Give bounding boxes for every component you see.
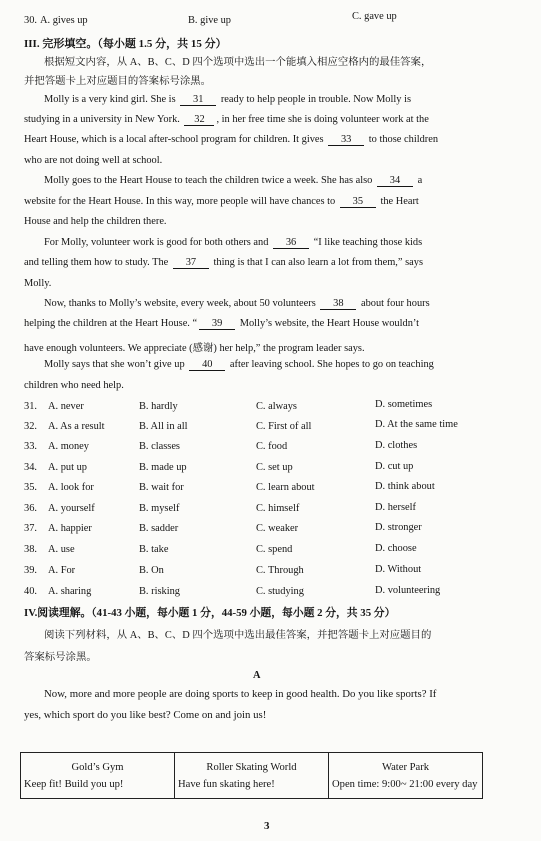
option-a: A. look for [48,482,94,493]
q30-option-b: B. give up [188,15,232,26]
option-d: D. clothes [375,440,418,451]
option-c: C. studying [256,586,304,597]
option-a: A. happier [48,523,92,534]
option-a: A. sharing [48,586,92,597]
blank-32: 32 [184,115,214,126]
option-b: B. made up [139,462,187,473]
option-b: B. classes [139,441,180,452]
option-c: C. spend [256,544,293,555]
passage-line: Now, thanks to Molly’s website, every week, about 50 volunteers 38 about four hours [44,298,430,309]
question-number: 36. [24,503,37,514]
question-number: 40. [24,586,37,597]
option-c: C. set up [256,462,293,473]
option-c: C. food [256,441,288,452]
q30-option-a: A. gives up [40,15,88,26]
question-number: 33. [24,441,37,452]
blank-39: 39 [199,319,235,330]
passage-line: children who need help. [24,380,124,391]
blank-37: 37 [173,258,209,269]
blank-35: 35 [340,197,376,208]
option-d: D. Without [375,564,422,575]
option-b: B. hardly [139,401,178,412]
question-number: 32. [24,421,37,432]
ad-name: Roller Skating World [206,761,297,773]
option-a: A. As a result [48,421,105,432]
option-b: B. wait for [139,482,184,493]
passage-line: helping the children at the Heart House. “ 39 Molly’s website, the Heart House wouldn’t [24,318,420,329]
passage-line: Molly says that she won’t give up 40 after leaving school. She hopes to go on teaching [44,359,434,370]
ad-slogan: Open time: 9:00~ 21:00 every day [332,778,478,790]
blank-31: 31 [180,95,216,106]
ad-name: Gold’s Gym [71,761,124,773]
option-c: C. always [256,401,297,412]
passage-intro-line: Now, more and more people are doing sports to keep in good health. Do you like sports? If [44,688,437,700]
passage-line: have enough volunteers. We appreciate (感谢) her help,” the program leader says. [24,343,365,354]
ad-slogan: Keep fit! Build you up! [24,778,124,790]
blank-36: 36 [273,238,309,249]
q30-option-c: C. gave up [352,11,397,22]
option-d: D. stronger [375,522,422,533]
option-d: D. sometimes [375,399,433,410]
option-c: C. learn about [256,482,315,493]
ad-slogan: Have fun skating here! [178,778,275,790]
option-d: D. cut up [375,461,414,472]
option-c: C. weaker [256,523,299,534]
ad-cell [175,753,329,799]
passage-line: House and help the children there. [24,216,167,227]
option-d: D. herself [375,502,416,513]
sports-places-table [20,752,483,799]
option-a: A. put up [48,462,87,473]
option-d: D. volunteering [375,585,441,596]
option-b: B. sadder [139,523,179,534]
blank-34: 34 [377,176,413,187]
passage-line: Heart House, which is a local after-school program for children. It gives 33 to those children [24,134,439,145]
passage-line: and telling them how to study. The 37 thing is that I can also learn a lot from them,” says [24,257,424,268]
passage-line: Molly is a very kind girl. She is 31 ready to help people in trouble. Now Molly is [44,94,412,105]
passage-line: Molly. [24,278,52,289]
option-a: A. money [48,441,89,452]
ad-cell [21,753,175,799]
ad-name: Water Park [381,761,430,773]
passage-letter: A [253,670,261,681]
section-3-instruction-1: 根据短文内容，从 A、B、C、D 四个选项中选出一个能填入相应空格内的最佳答案， [44,57,432,68]
question-number: 31. [24,401,37,412]
option-a: A. never [48,401,84,412]
passage-line: studying in a university in New York. 32 , in her free time she is doing volunteer work at the [24,114,429,125]
section-4-instruction-1: 阅读下列材料，从 A、B、C、D 四个选项中选出最佳答案，并把答题卡上对应题目的 [44,630,432,641]
passage-line: who are not doing well at school. [24,155,163,166]
passage-line: Molly goes to the Heart House to teach the children twice a week. She has also 34 a [44,175,423,186]
page-number: 3 [264,820,270,832]
option-d: D. At the same time [375,419,458,430]
option-c: C. First of all [256,421,312,432]
ad-cell [329,753,483,799]
option-b: B. On [139,565,164,576]
question-number: 38. [24,544,37,555]
option-a: A. yourself [48,503,95,514]
option-a: A. use [48,544,75,555]
section-4-instruction-2: 答案标号涂黑。 [24,652,97,663]
section-3-heading: III. 完形填空。（每小题 1.5 分，共 15 分） [24,38,227,50]
section-4-heading: IV.阅读理解。（41-43 小题，每小题 1 分，44-59 小题，每小题 2 分，共 35 分） [24,607,396,619]
option-d: D. think about [375,481,435,492]
passage-line: website for the Heart House. In this way, more people will have chances to 35 the Heart [24,196,419,207]
question-number: 39. [24,565,37,576]
blank-40: 40 [189,360,225,371]
option-d: D. choose [375,543,417,554]
option-a: A. For [48,565,76,576]
option-c: C. himself [256,503,300,514]
question-number: 35. [24,482,37,493]
option-b: B. All in all [139,421,188,432]
question-number: 34. [24,462,37,473]
passage-line: For Molly, volunteer work is good for both others and 36 “I like teaching those kids [44,237,423,248]
option-b: B. risking [139,586,180,597]
option-c: C. Through [256,565,304,576]
blank-33: 33 [328,135,364,146]
section-3-instruction-2: 并把答题卡上对应题目的答案标号涂黑。 [24,76,212,87]
passage-intro-line: yes, which sport do you like best? Come on and join us! [24,709,267,721]
blank-38: 38 [320,299,356,310]
option-b: B. myself [139,503,180,514]
q30-number: 30. [24,15,37,26]
question-number: 37. [24,523,37,534]
option-b: B. take [139,544,169,555]
